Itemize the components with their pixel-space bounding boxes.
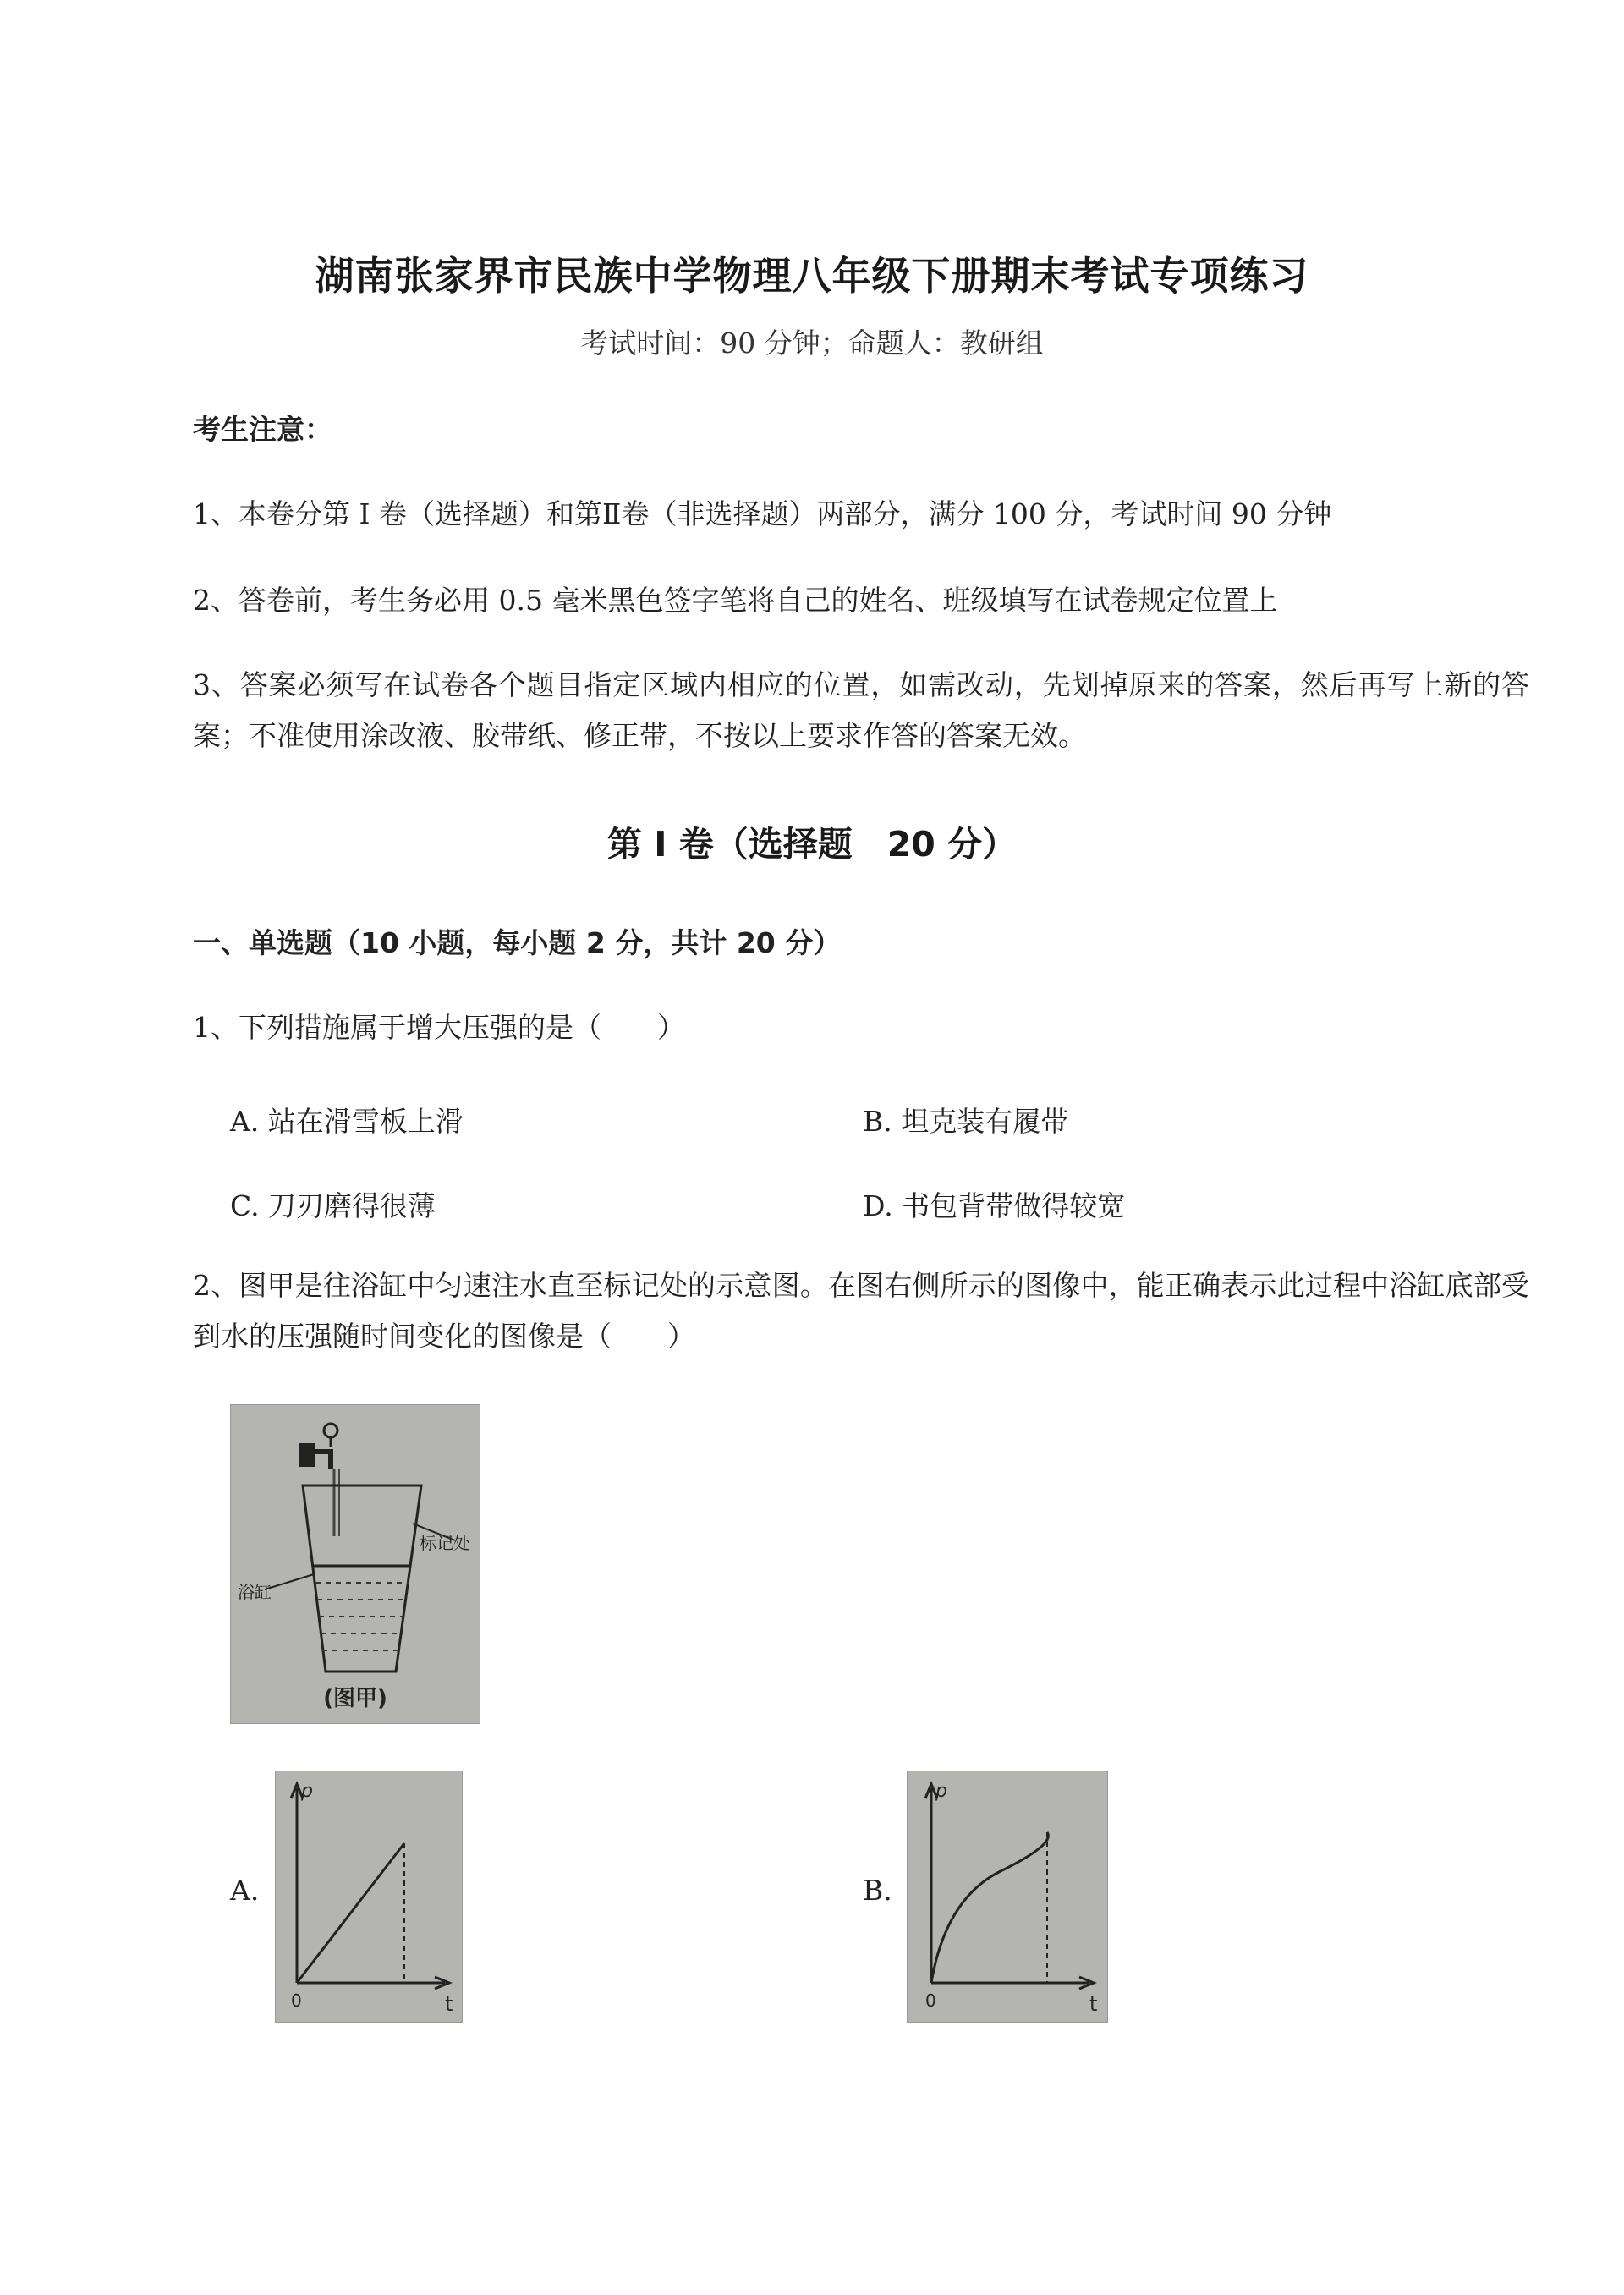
tub-outline bbox=[303, 1485, 421, 1672]
svg-text:p: p bbox=[301, 1781, 313, 1802]
curve-concave bbox=[931, 1832, 1048, 1983]
section-subheading: 一、单选题（10 小题，每小题 2 分，共计 20 分） bbox=[193, 926, 842, 959]
question-1-stem: 1、下列措施属于增大压强的是（ ） bbox=[193, 1011, 685, 1044]
q1-option-b[interactable]: B. 坦克装有履带 bbox=[863, 1105, 1069, 1138]
bathtub-figure bbox=[230, 1404, 480, 1724]
notice-heading: 考生注意： bbox=[193, 413, 332, 446]
section-title: 第 I 卷（选择题 20 分） bbox=[606, 824, 1018, 865]
bathtub-diagram bbox=[231, 1405, 480, 1723]
notice-item-1: 1、本卷分第 I 卷（选择题）和第Ⅱ卷（非选择题）两部分，满分 100 分，考试时间 90 分钟 bbox=[193, 497, 1332, 530]
exam-info: 考试时间：90 分钟；命题人：教研组 bbox=[580, 327, 1044, 360]
svg-text:t: t bbox=[445, 1992, 453, 2016]
svg-text:0: 0 bbox=[925, 1990, 936, 2011]
q2-option-a-graph[interactable] bbox=[275, 1771, 463, 2023]
notice-item-2: 2、答卷前，考生务必用 0.5 毫米黑色签字笔将自己的姓名、班级填写在试卷规定位置上 bbox=[193, 584, 1278, 617]
q1-option-d[interactable]: D. 书包背带做得较宽 bbox=[863, 1189, 1126, 1222]
figure-caption: (图甲) bbox=[323, 1686, 387, 1711]
water-lines bbox=[315, 1583, 409, 1650]
q2-option-a-letter[interactable]: A. bbox=[230, 1874, 260, 1907]
faucet-handle-icon bbox=[299, 1443, 315, 1467]
curve-linear bbox=[297, 1843, 404, 1983]
svg-text:0: 0 bbox=[291, 1990, 302, 2011]
page-title: 湖南张家界市民族中学物理八年级下册期末考试专项练习 bbox=[315, 253, 1309, 299]
notice-item-3: 3、答案必须写在试卷各个题目指定区域内相应的位置，如需改动，先划掉原来的答案，然后再写上新的答案；不准使用涂改液、胶带纸、修正带，不按以上要求作答的答案无效。 bbox=[193, 668, 1529, 752]
question-2-stem: 2、图甲是往浴缸中匀速注水直至标记处的示意图。在图右侧所示的图像中，能正确表示此过程中浴缸底部受到水的压强随时间变化的图像是（ ） bbox=[193, 1269, 1529, 1353]
svg-text:t: t bbox=[1089, 1992, 1098, 2016]
faucet-icon bbox=[315, 1452, 331, 1469]
tub-label: 浴缸 bbox=[238, 1582, 272, 1602]
q1-option-c[interactable]: C. 刀刃磨得很薄 bbox=[230, 1189, 436, 1222]
mark-label: 标记处 bbox=[420, 1533, 470, 1553]
q1-option-a[interactable]: A. 站在滑雪板上滑 bbox=[230, 1105, 464, 1138]
q2-option-b-graph[interactable] bbox=[907, 1771, 1108, 2023]
q2-option-b-letter[interactable]: B. bbox=[863, 1874, 892, 1907]
svg-text:p: p bbox=[935, 1781, 947, 1802]
